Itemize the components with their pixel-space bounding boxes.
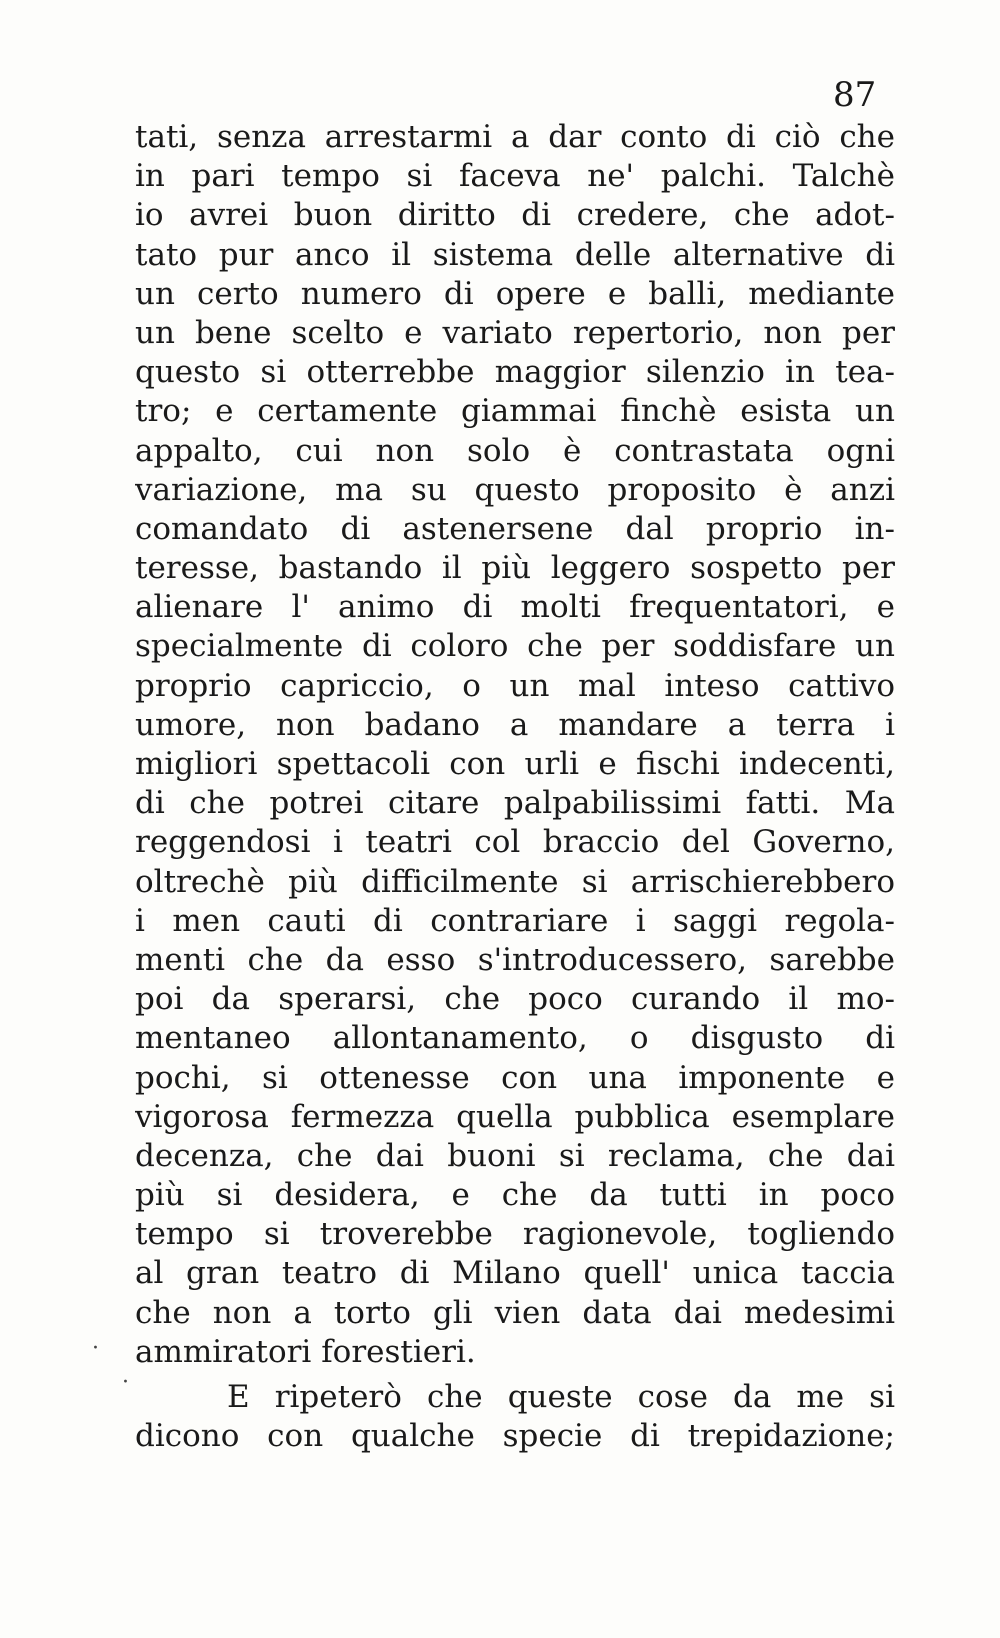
text-line: specialmente di coloro che per soddisfare un [135, 628, 895, 665]
text-line: che non a torto gli vien data dai medesimi [135, 1294, 895, 1331]
text-line: migliori spettacoli con urli e fischi indecenti, [135, 746, 895, 782]
paragraph-1 [135, 118, 895, 1372]
text-line: menti che da esso s'introducessero, sarebbe [135, 941, 895, 978]
text-line: tempo si troverebbe ragionevole, togliendo [135, 1216, 895, 1253]
text-line: in pari tempo si faceva ne' palchi. Talchè [135, 158, 895, 195]
text-line: di che potrei citare palpabilissimi fatti. Ma [135, 785, 895, 822]
text-line: appalto, cui non solo è contrastata ogni [135, 432, 895, 469]
text-line: proprio capriccio, o un mal inteso cattivo [135, 667, 895, 704]
text-line: reggendosi i teatri col braccio del Governo, [135, 824, 895, 861]
text-line: umore, non badano a mandare a terra i [135, 706, 895, 743]
stray-ink-mark: · [122, 1370, 129, 1395]
text-line: più si desidera, e che da tutti in poco [135, 1177, 895, 1214]
text-line: poi da sperarsi, che poco curando il mo- [135, 981, 895, 1018]
paragraph-2 [135, 1378, 895, 1456]
text-line: oltrechè più difficilmente si arrischierebbero [135, 863, 895, 900]
text-line: io avrei buon diritto di credere, che adot- [135, 197, 895, 234]
text-line: variazione, ma su questo proposito è anzi [135, 471, 895, 508]
text-line: tato pur anco il sistema delle alternative di [135, 236, 895, 273]
text-line: i men cauti di contrariare i saggi regola- [135, 902, 895, 939]
text-line: dicono con qualche specie di trepidazione; [135, 1418, 895, 1455]
text-line: vigorosa fermezza quella pubblica esemplare [135, 1098, 895, 1135]
text-line: decenza, che dai buoni si reclama, che dai [135, 1137, 895, 1174]
text-line: al gran teatro di Milano quell' unica taccia [135, 1255, 895, 1292]
text-line: tro; e certamente giammai finchè esista un [135, 393, 895, 430]
text-line: un certo numero di opere e balli, mediante [135, 275, 895, 312]
text-line: E ripeterò che queste cose da me si [227, 1379, 895, 1415]
text-line: teresse, bastando il più leggero sospetto per [135, 550, 895, 587]
text-line: questo si otterrebbe maggior silenzio in tea- [135, 354, 895, 391]
text-line: alienare l' animo di molti frequentatori, e [135, 589, 895, 626]
body-text [135, 118, 895, 1456]
page-number: 87 [833, 75, 877, 115]
text-line: un bene scelto e variato repertorio, non per [135, 314, 895, 351]
text-line: mentaneo allontanamento, o disgusto di [135, 1020, 895, 1057]
text-line: pochi, si ottenesse con una imponente e [135, 1059, 895, 1096]
text-line: ammiratori forestieri. [135, 1333, 476, 1370]
stray-ink-mark: · [92, 1336, 99, 1361]
text-line: tati, senza arrestarmi a dar conto di ciò che [135, 119, 895, 155]
text-line: comandato di astenersene dal proprio in- [135, 510, 895, 547]
